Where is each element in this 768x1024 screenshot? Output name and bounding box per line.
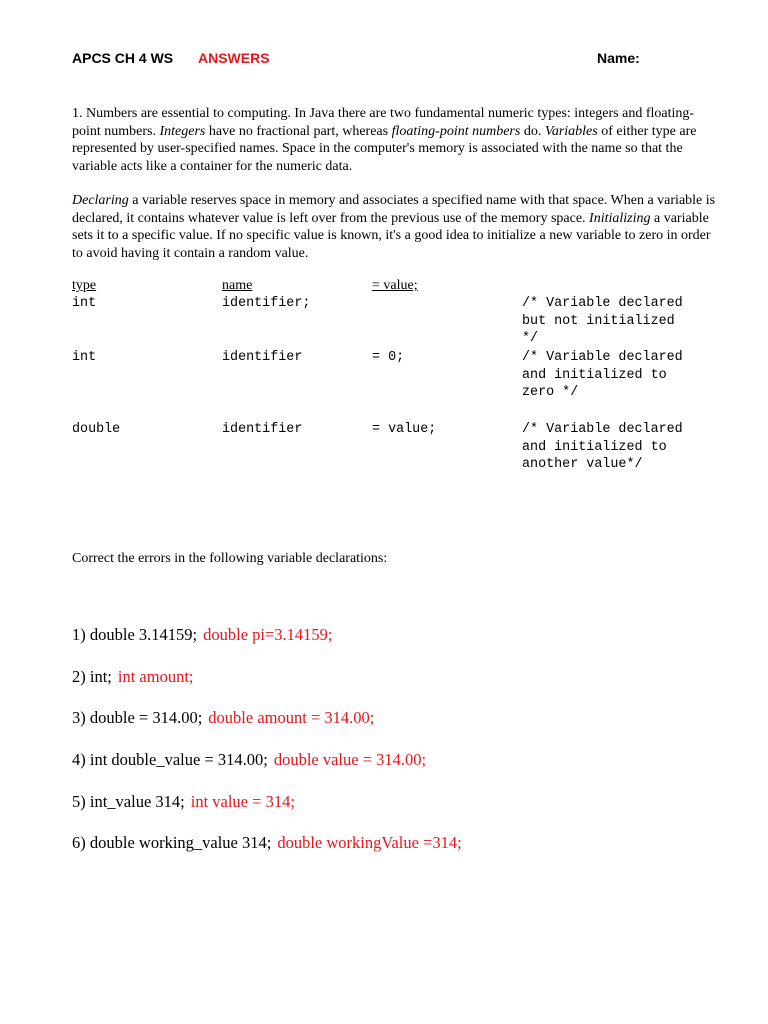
- exercise-item: [72, 792, 295, 812]
- term-variables: Variables: [544, 123, 598, 139]
- cell-comment: /* Variable declared but not initialized */: [522, 296, 691, 346]
- text-run: a variable reserves space in memory and associates a specified name with that space. When a variable is declared, it contains whatever value is left over from the previous use of the memory space.: [72, 193, 716, 226]
- exercise-item: [72, 750, 426, 770]
- exercise-answer: int value = 314;: [190, 792, 295, 811]
- text-run: do.: [520, 123, 545, 139]
- exercise-answer: double workingValue =314;: [277, 833, 462, 852]
- cell-type: int: [72, 296, 97, 311]
- header: [72, 50, 720, 72]
- text-run: have no fractional part, whereas: [205, 123, 392, 139]
- declaration-table: [72, 278, 720, 493]
- cell-type: double: [72, 422, 121, 437]
- cell-name: identifier: [222, 350, 303, 365]
- cell-value: = 0;: [372, 350, 405, 365]
- cell-type: int: [72, 350, 97, 365]
- worksheet-title: APCS CH 4 WS: [72, 50, 174, 66]
- exercise-question: 6) double working_value 314;: [72, 833, 272, 852]
- intro-paragraph: [72, 105, 720, 175]
- header-name: name: [222, 278, 253, 293]
- exercise-item: [72, 708, 374, 728]
- name-label: Name:: [597, 50, 640, 66]
- text-run: a variable sets it to a specific value. If no specific value is known, it's a good idea to initialize a new variable to zero in order to avoid having it contain a random value.: [72, 210, 711, 261]
- table-row: [72, 349, 720, 421]
- table-header: [72, 278, 720, 295]
- text-run: of either type are represented by user-specified names. Space in the computer's memory is associated with the name so that the variable acts like a container for the numeric data.: [72, 123, 697, 174]
- exercise-answer: double pi=3.14159;: [203, 625, 333, 644]
- exercise-answer: double value = 314.00;: [273, 750, 427, 769]
- term-declaring: Declaring: [72, 193, 129, 208]
- exercise-item: [72, 833, 462, 853]
- declaring-paragraph: [72, 192, 720, 262]
- exercise-prompt: Correct the errors in the following variable declarations:: [72, 551, 388, 566]
- header-type: type: [72, 278, 97, 293]
- exercise-item: [72, 667, 194, 687]
- table-row: [72, 421, 720, 493]
- cell-comment: /* Variable declared and initialized to another value*/: [522, 422, 691, 472]
- worksheet-page: [72, 50, 720, 852]
- answers-label: ANSWERS: [198, 50, 270, 66]
- term-integers: Integers: [159, 123, 206, 139]
- cell-name: identifier: [222, 422, 303, 437]
- exercise-answer: double amount = 314.00;: [208, 708, 375, 727]
- text-run: 1. Numbers are essential to computing. In Java there are two fundamental numeric types: integers and floating-point numbers.: [72, 106, 695, 139]
- cell-name: identifier;: [222, 296, 311, 311]
- exercise-question: 4) int double_value = 314.00;: [72, 750, 268, 769]
- cell-value: = value;: [372, 422, 437, 437]
- table-row: [72, 295, 720, 349]
- term-initializing: Initializing: [589, 210, 651, 226]
- exercise-question: 1) double 3.14159;: [72, 625, 198, 644]
- exercise-item: [72, 625, 333, 645]
- exercise-question: 2) int;: [72, 667, 112, 686]
- exercise-question: 3) double = 314.00;: [72, 708, 203, 727]
- header-value: = value;: [372, 278, 418, 293]
- exercise-question: 5) int_value 314;: [72, 792, 185, 811]
- exercise-answer: int amount;: [117, 667, 194, 686]
- term-floating-point: floating-point numbers: [391, 123, 521, 139]
- cell-comment: /* Variable declared and initialized to zero */: [522, 350, 691, 400]
